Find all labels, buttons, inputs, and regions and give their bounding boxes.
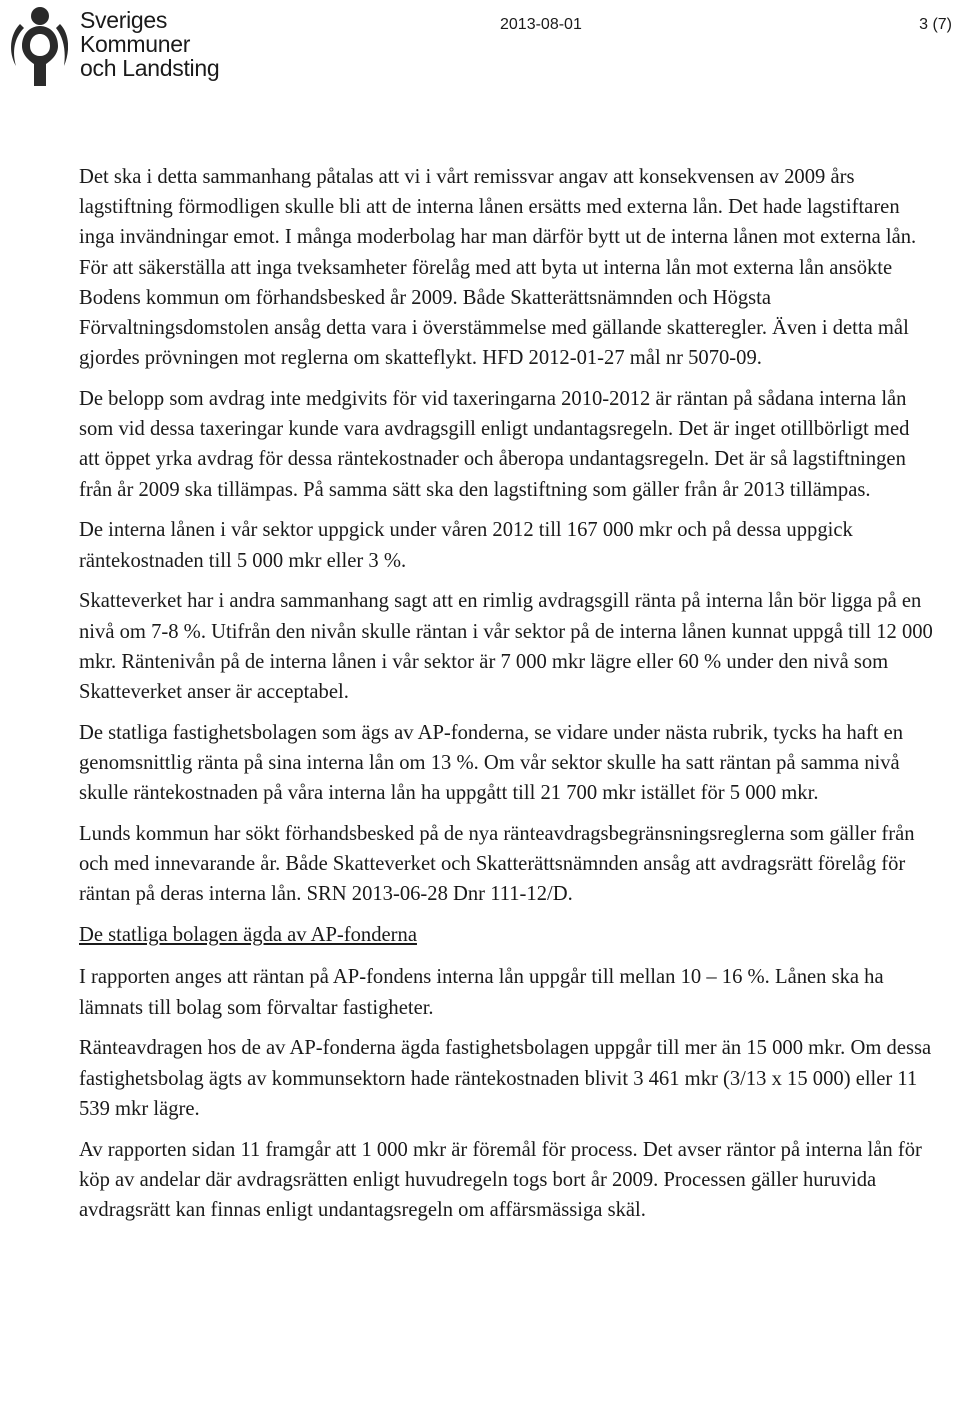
logo-line: Kommuner [80, 31, 191, 57]
document-date: 2013-08-01 [500, 16, 582, 33]
page-number: 3 (7) [919, 16, 952, 33]
document-body [79, 162, 934, 1236]
paragraph: Lunds kommun har sökt förhandsbesked på de nya ränteavdragsbegränsningsreglerna som gäller från och med innevarande år. Både Skatteverket och Skatterättsnämnden ansåg att avdragsrätt förelåg för räntan på deras interna lån. SRN 2013-06-28 Dnr 111-12/D. [79, 823, 915, 906]
paragraph: De statliga fastighetsbolagen som ägs av AP-fonderna, se vidare under nästa rubrik, tycks ha haft en genomsnittlig ränta på sina interna lån om 13 %. Om vår sektor skulle ha satt räntan på samma nivå skulle räntekostnaden på våra interna lån ha uppgått till 21 700 mkr istället för 5 000 mkr. [79, 721, 904, 805]
skl-logo-icon [6, 4, 68, 88]
paragraph: Av rapporten sidan 11 framgår att 1 000 mkr är föremål för process. Det avser räntor på interna lån för köp av andelar där avdragsrätten enligt huvudregeln togs bort år 2009. Processen gäller huruvida avdragsrätt kan finnas enligt undantagsregeln om affärsmässiga skäl. [79, 1138, 922, 1222]
paragraph: I rapporten anges att räntan på AP-fondens interna lån uppgår till mellan 10 – 16 %. Lånen ska ha lämnats till bolag som förvaltar fastigheter. [79, 966, 884, 1019]
paragraph: De interna lånen i vår sektor uppgick under våren 2012 till 167 000 mkr och på dessa uppgick räntekostnaden till 5 000 mkr eller 3 %. [79, 519, 853, 572]
paragraph: Det ska i detta sammanhang påtalas att vi i vårt remissvar angav att konsekvensen av 2009 års lagstiftning förmodligen skulle bli att de interna lånen ersätts med externa lån. Det hade lagstiftaren inga invändningar emot. I många moderbolag har man därför bytt ut de interna lånen mot externa lån. [79, 166, 917, 249]
section-heading: De statliga bolagen ägda av AP-fonderna [79, 924, 417, 947]
paragraph: Ränteavdragen hos de av AP-fonderna ägda fastighetsbolagen uppgår till mer än 15 000 mkr. Om dessa fastighetsbolag ägts av kommunsektorn hade räntekostnaden blivit 3 461 mkr (3/13 x 15 000) eller 11 539 mkr lägre. [79, 1037, 932, 1120]
paragraph: Skatteverket har i andra sammanhang sagt att en rimlig avdragsgill ränta på interna lån bör ligga på en nivå om 7-8 %. Utifrån den nivån skulle räntan i vår sektor på de interna lånen kunnat uppgå till 12 000 mkr. Räntenivån på de interna lånen i vår sektor är 7 000 mkr lägre eller 60 % under den nivå som Skatteverket anser är acceptabel. [79, 590, 933, 704]
paragraph: De belopp som avdrag inte medgivits för vid taxeringarna 2010-2012 är räntan på sådana interna lån som vid dessa taxeringar kunde vara avdragsgill enligt undantagsregeln. Det är inget otillbörligt med att öppet yrka avdrag för dessa räntekostnader och åberopa undantagsregeln. Det är så lagstiftningen från år 2009 ska tillämpas. På samma sätt ska den lagstiftning som gäller från år 2013 tillämpas. [79, 388, 910, 501]
logo-line: och Landsting [80, 55, 220, 81]
organization-logo-text [80, 8, 219, 80]
page-header [0, 0, 960, 100]
paragraph: För att säkerställa att inga tveksamheter förelåg med att byta ut interna lån mot externa lån ansökte Bodens kommun om förhandsbesked år 2009. Både Skatterättsnämnden och Högsta Förvaltningsdomstolen ansåg detta vara i överstämmelse med gällande skatteregler. Även i detta mål gjordes prövningen mot reglerna om skatteflykt. HFD 2012-01-27 mål nr 5070-09. [79, 256, 909, 370]
logo-line: Sveriges [80, 7, 168, 33]
